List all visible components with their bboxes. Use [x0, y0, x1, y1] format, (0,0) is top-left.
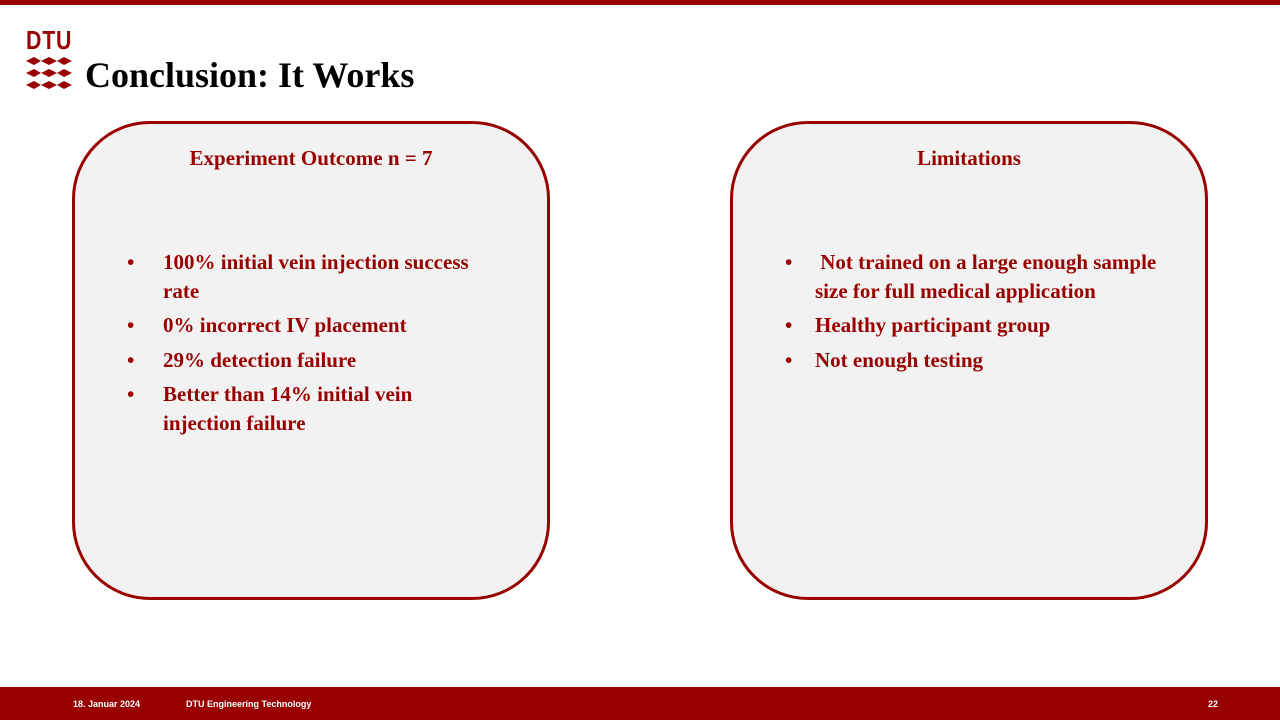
bullet-dot: • [785, 347, 793, 372]
bullet-dot: • [127, 382, 135, 406]
bullet-text: 0% incorrect IV placement [163, 313, 407, 337]
bullet-text: Better than 14% initial vein injection failure [163, 382, 413, 435]
bullet-dot: • [785, 313, 793, 337]
bullet-list [781, 248, 1161, 380]
bullet-dot: • [127, 250, 135, 274]
list-item [781, 346, 1161, 375]
list-item [123, 380, 483, 437]
bullet-list [123, 248, 483, 443]
bullet-dot: • [127, 347, 135, 372]
list-item [123, 311, 483, 340]
limitations-panel [730, 121, 1208, 600]
bullet-text: 100% initial vein injection success rate [163, 250, 469, 303]
top-accent-bar [0, 0, 1280, 5]
page-title: Conclusion: It Works [85, 55, 415, 95]
panel-heading: Experiment Outcome n = 7 [189, 146, 433, 170]
bullet-text: Not enough testing [815, 347, 984, 372]
logo-text: DTU [26, 25, 73, 55]
bullet-text: 29% detection failure [163, 347, 357, 372]
footer-bar [0, 687, 1280, 720]
bullet-text: Healthy participant group [815, 313, 1051, 337]
list-item [781, 248, 1161, 305]
bullet-dot: • [127, 313, 135, 337]
experiment-outcome-panel [72, 121, 550, 600]
dtu-logo [26, 27, 72, 93]
footer-organization: DTU Engineering Technology [186, 699, 312, 709]
dtu-logo-waves-icon [26, 57, 72, 93]
bullet-dot: • [785, 250, 793, 274]
list-item [123, 346, 483, 375]
footer-date: 18. Januar 2024 [73, 699, 141, 709]
page-number: 22 [1208, 699, 1219, 709]
panel-heading: Limitations [917, 146, 1021, 170]
bullet-text: Not trained on a large enough sample size for full medical application [815, 250, 1162, 303]
list-item [781, 311, 1161, 340]
list-item [123, 248, 483, 305]
